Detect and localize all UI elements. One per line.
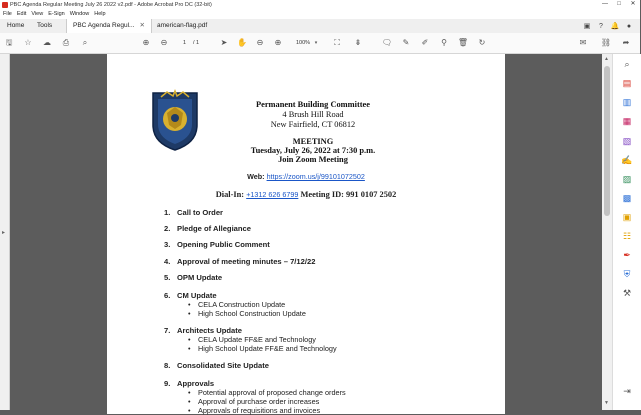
toolbar bbox=[0, 33, 640, 54]
help-icon[interactable]: ? bbox=[599, 22, 603, 30]
meeting-datetime: Tuesday, July 26, 2022 at 7:30 p.m. bbox=[250, 146, 376, 155]
hand-tool-icon[interactable]: ✋ bbox=[237, 38, 247, 47]
share-screen-icon[interactable]: ▣ bbox=[583, 23, 591, 30]
window-title: PBC Agenda Regular Meeting July 26 2022 v2.pdf - Adobe Acrobat Pro DC (32-bit) bbox=[10, 1, 212, 8]
fit-page-icon[interactable]: ⛶ bbox=[334, 38, 340, 47]
tab-document-agenda[interactable] bbox=[66, 19, 152, 33]
comment-tool-icon[interactable]: ▧ bbox=[622, 136, 632, 146]
send-for-review-icon[interactable]: ⛨ bbox=[623, 269, 631, 279]
account-icon[interactable]: ● bbox=[626, 22, 632, 30]
menu-esign[interactable]: E-Sign bbox=[48, 11, 65, 17]
dial-in-phone-link[interactable]: +1312 626 6799 bbox=[246, 190, 299, 199]
maximize-button[interactable]: □ bbox=[617, 1, 621, 7]
street-address: 4 Brush Hill Road bbox=[282, 110, 344, 119]
email-icon[interactable]: ✉ bbox=[579, 38, 587, 47]
highlight-pen-icon[interactable]: ✎ bbox=[402, 38, 410, 47]
agenda-subitem: • Potential approval of proposed change orders bbox=[188, 388, 346, 397]
print-icon[interactable]: ⎙ bbox=[62, 38, 70, 47]
search-panel-icon[interactable]: ⌕ bbox=[624, 59, 630, 69]
tab-tools[interactable]: Tools bbox=[37, 22, 53, 29]
draw-pencil-icon[interactable]: ✐ bbox=[421, 38, 429, 47]
search-icon[interactable]: ⌕ bbox=[82, 38, 88, 47]
agenda-subitem: • Approval of purchase order increases bbox=[188, 397, 320, 406]
page-total: / 1 bbox=[193, 40, 200, 46]
zoom-web-link[interactable]: https://zoom.us/j/99101072502 bbox=[266, 172, 365, 181]
fill-sign-icon[interactable]: ✍ bbox=[621, 155, 633, 165]
meeting-heading: MEETING bbox=[292, 137, 334, 146]
agenda-subitem: • CELA Update FF&E and Technology bbox=[188, 335, 316, 344]
zoom-in-icon[interactable]: ⊕ bbox=[274, 38, 282, 47]
vertical-scrollbar[interactable] bbox=[602, 54, 612, 410]
agenda-item: 1. Call to Order bbox=[164, 208, 223, 217]
create-pdf-icon[interactable]: ▥ bbox=[622, 97, 632, 107]
scrollbar-thumb[interactable] bbox=[604, 66, 610, 216]
document-viewport[interactable] bbox=[10, 54, 602, 415]
delete-trash-icon[interactable]: 🗑 bbox=[457, 38, 469, 47]
agenda-subitem: • CELA Construction Update bbox=[188, 300, 286, 309]
title-bar bbox=[0, 0, 640, 9]
edit-pdf-icon[interactable]: ▦ bbox=[622, 116, 632, 126]
agenda-subitem: • Approvals of requisitions and invoices bbox=[188, 406, 321, 415]
expand-left-panel-icon[interactable]: ▸ bbox=[2, 230, 6, 236]
prepare-form-icon[interactable]: ☷ bbox=[622, 231, 632, 241]
dial-in-line bbox=[107, 190, 505, 199]
upload-cloud-icon[interactable]: ☁ bbox=[43, 38, 51, 47]
agenda-item: 5. OPM Update bbox=[164, 273, 223, 282]
menu-window[interactable]: Window bbox=[69, 11, 90, 17]
agenda-item: 8. Consolidated Site Update bbox=[164, 361, 269, 370]
link-icon[interactable]: ⛓ bbox=[600, 38, 612, 47]
zoom-out-icon[interactable]: ⊖ bbox=[256, 38, 264, 47]
comment-icon[interactable]: 🗨 bbox=[381, 38, 393, 47]
protect-icon[interactable]: ▣ bbox=[622, 212, 632, 222]
menu-bar bbox=[0, 9, 640, 19]
zoom-dropdown-icon[interactable]: ▾ bbox=[314, 40, 318, 46]
scroll-up-icon[interactable]: ▲ bbox=[604, 56, 609, 62]
agenda-subitem: • High School Construction Update bbox=[188, 309, 306, 318]
web-line bbox=[107, 172, 505, 181]
acrobat-app-icon bbox=[2, 2, 8, 8]
agenda-subitem: • High School Update FF&E and Technology bbox=[188, 344, 337, 353]
export-pdf-icon[interactable]: ▤ bbox=[622, 78, 632, 88]
meeting-id: Meeting ID: 991 0107 2502 bbox=[300, 190, 397, 199]
web-label: Web: bbox=[247, 172, 265, 181]
more-tools-icon[interactable]: ⚒ bbox=[622, 288, 632, 298]
tab-document-agenda-label: PBC Agenda Regul... bbox=[73, 22, 135, 29]
agenda-item: 7. Architects Update bbox=[164, 326, 242, 335]
agenda-item: 6. CM Update bbox=[164, 291, 217, 300]
bookmark-star-icon[interactable]: ☆ bbox=[24, 38, 32, 47]
scroll-down-icon[interactable]: ▼ bbox=[604, 400, 609, 406]
tab-bar bbox=[0, 19, 640, 34]
menu-file[interactable]: File bbox=[3, 11, 12, 17]
window-controls bbox=[598, 0, 640, 9]
top-right-icons bbox=[580, 19, 636, 33]
rotate-icon[interactable]: ↻ bbox=[478, 38, 486, 47]
right-tools-panel bbox=[612, 54, 641, 410]
menu-view[interactable]: View bbox=[31, 11, 44, 17]
notifications-bell-icon[interactable]: 🔔 bbox=[610, 23, 620, 30]
collapse-panel-icon[interactable]: ⇥ bbox=[623, 386, 631, 396]
close-tab-icon[interactable]: ✕ bbox=[139, 22, 145, 29]
previous-page-icon[interactable]: ⊕ bbox=[142, 38, 150, 47]
zoom-level[interactable]: 100% bbox=[296, 40, 311, 46]
tab-document-flag[interactable] bbox=[157, 19, 207, 33]
left-nav-strip bbox=[0, 54, 10, 410]
agenda-item: 9. Approvals bbox=[164, 379, 215, 388]
tab-document-flag-label: american-flag.pdf bbox=[157, 22, 208, 29]
agenda-item: 2. Pledge of Allegiance bbox=[164, 224, 251, 233]
next-page-icon[interactable]: ⊖ bbox=[160, 38, 168, 47]
minimize-button[interactable]: — bbox=[602, 1, 608, 7]
scan-ocr-icon[interactable]: ▩ bbox=[622, 193, 632, 203]
agenda-item: 4. Approval of meeting minutes – 7/12/22 bbox=[164, 257, 316, 266]
dial-in-label: Dial-In: bbox=[215, 190, 245, 199]
committee-name: Permanent Building Committee bbox=[256, 100, 370, 109]
agenda-item: 3. Opening Public Comment bbox=[164, 240, 270, 249]
send-icon[interactable]: ➦ bbox=[622, 38, 630, 47]
city-address: New Fairfield, CT 06812 bbox=[270, 120, 356, 129]
join-zoom-heading: Join Zoom Meeting bbox=[278, 155, 348, 164]
request-signature-icon[interactable]: ✒ bbox=[623, 250, 631, 260]
tab-home[interactable]: Home bbox=[7, 22, 25, 29]
menu-help[interactable]: Help bbox=[94, 11, 106, 17]
menu-edit[interactable]: Edit bbox=[16, 11, 27, 17]
stamp-icon[interactable]: ⚲ bbox=[441, 38, 447, 47]
close-window-button[interactable]: ✕ bbox=[630, 1, 636, 7]
select-cursor-icon[interactable]: ➤ bbox=[220, 38, 228, 47]
town-seal-logo bbox=[149, 91, 201, 151]
organize-pages-icon[interactable]: ▨ bbox=[622, 174, 632, 184]
page-number-input[interactable]: 1 bbox=[183, 40, 187, 46]
save-icon[interactable]: 🖫 bbox=[5, 38, 13, 47]
scrolling-mode-icon[interactable]: ⇟ bbox=[354, 38, 362, 47]
pdf-page bbox=[107, 54, 505, 414]
